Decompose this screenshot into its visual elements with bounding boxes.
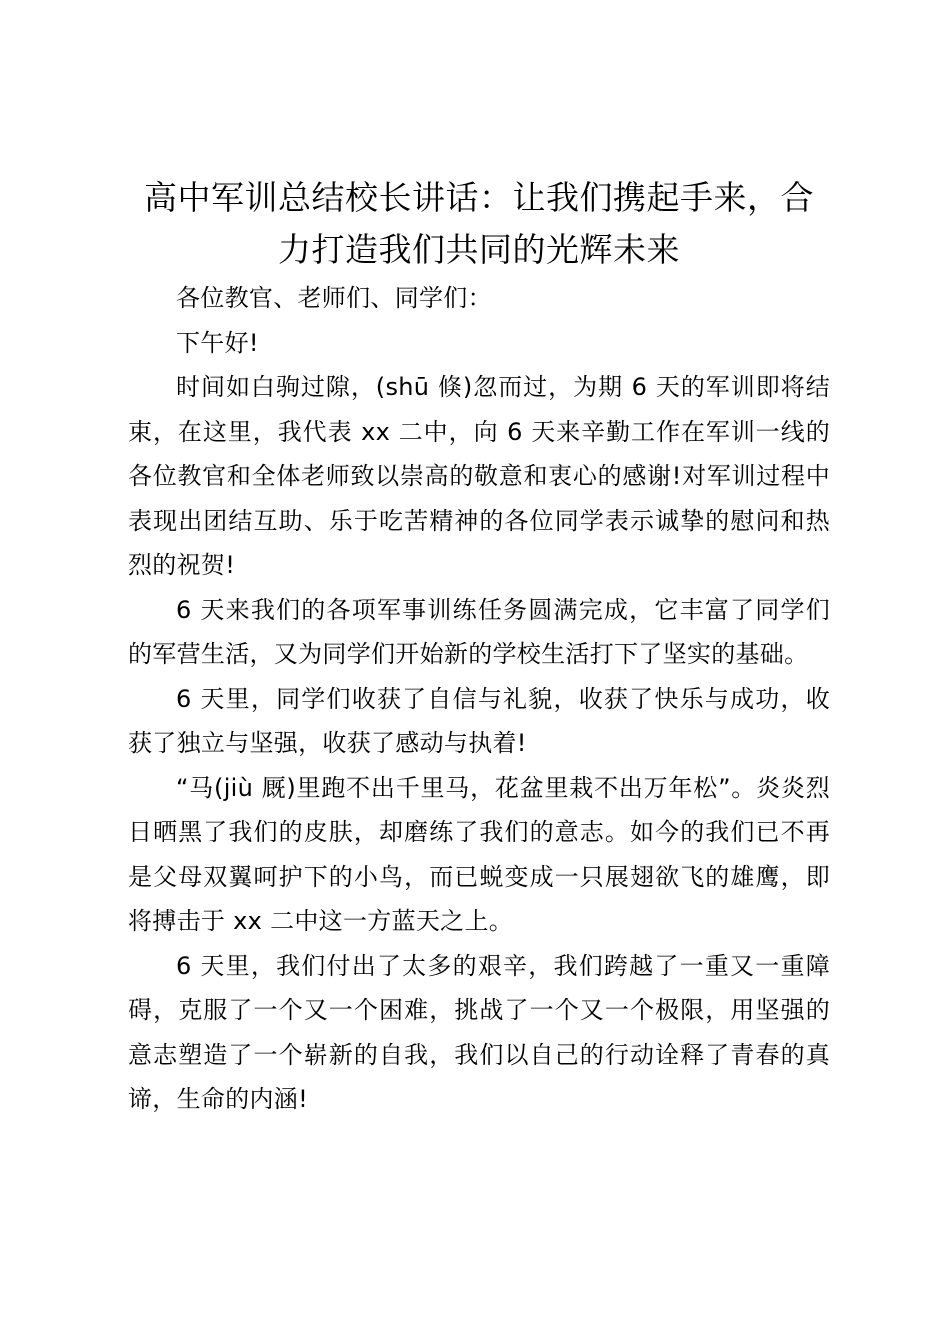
- document-page: [128, 172, 830, 1122]
- document-title: 高中军训总结校长讲话：让我们携起手来，合力打造我们共同的光辉未来: [144, 178, 814, 269]
- body-paragraph-2: 6 天来我们的各项军事训练任务圆满完成，它丰富了同学们的军营生活，又为同学们开始新的学校生活打下了坚实的基础。: [128, 595, 830, 668]
- body-paragraph-4: “马(jiù 厩)里跑不出千里马，花盆里栽不出万年松”。炎炎烈日晒黑了我们的皮肤，却磨练了我们的意志。如今的我们已不再是父母双翼呵护下的小鸟，而已蜕变成一只展翅欲飞的雄鹰，即将搏击于 xx 二中这一方蓝天之上。: [128, 773, 830, 935]
- greeting-paragraph: 下午好!: [176, 328, 259, 357]
- body-paragraph-3: 6 天里，同学们收获了自信与礼貌，收获了快乐与成功，收获了独立与坚强，收获了感动与执着!: [128, 684, 830, 757]
- salutation-paragraph: 各位教官、老师们、同学们：: [176, 284, 492, 312]
- body-paragraph-5: 6 天里，我们付出了太多的艰辛，我们跨越了一重又一重障碍，克服了一个又一个困难，挑战了一个又一个极限，用坚强的意志塑造了一个崭新的自我，我们以自己的行动诠释了青春的真谛，生命的内涵!: [128, 951, 830, 1113]
- body-paragraph-1: 时间如白驹过隙，(shū 倏)忽而过，为期 6 天的军训即将结束，在这里，我代表 xx 二中，向 6 天来辛勤工作在军训一线的各位教官和全体老师致以崇高的敬意和衷心的感谢!对军训过程中表现出团结互助、乐于吃苦精神的各位同学表示诚挚的慰问和热烈的祝贺!: [128, 373, 830, 579]
